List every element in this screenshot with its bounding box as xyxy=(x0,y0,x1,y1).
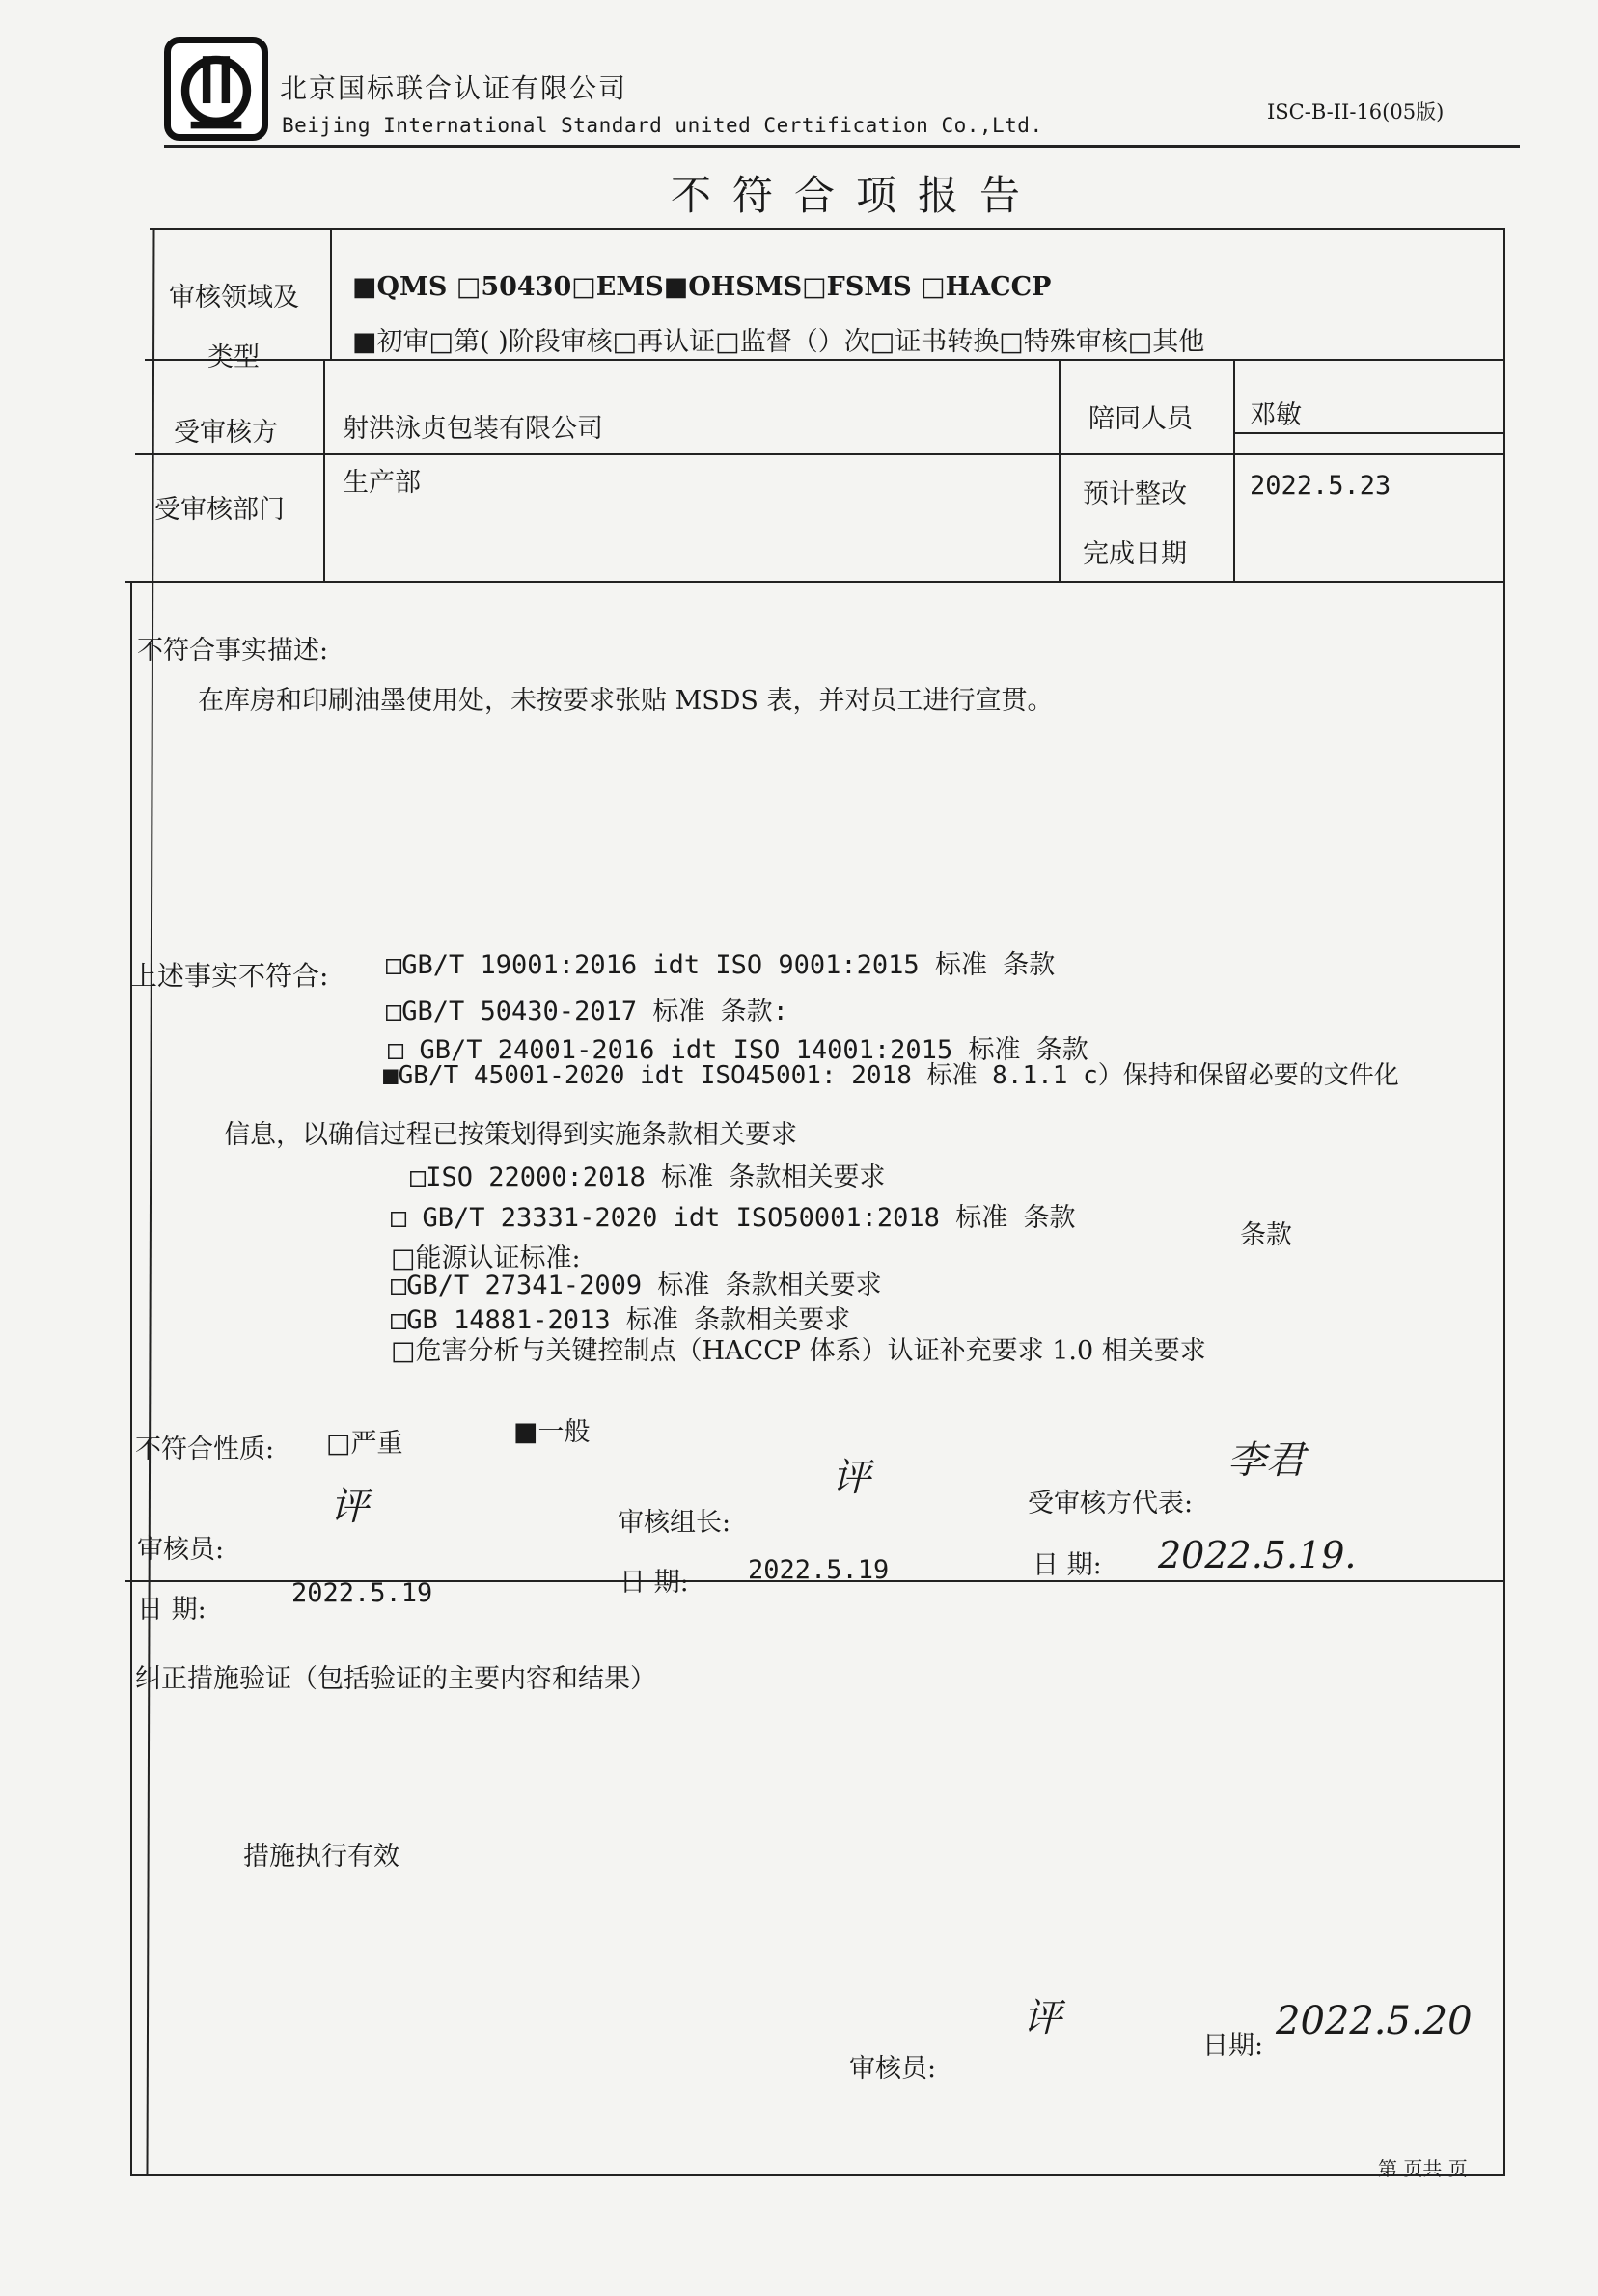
auditor-date-label: 日 期: xyxy=(137,1595,207,1625)
nonconformity-text: 在库房和印刷油墨使用处，未按要求张贴 MSDS 表，并对员工进行宣贯。 xyxy=(198,686,1054,716)
department-value: 生产部 xyxy=(343,468,421,498)
auditor-date: 2022.5.19 xyxy=(291,1578,433,1608)
audit-scope-label-2: 类型 xyxy=(207,342,260,372)
audit-type: ■初审□第( )阶段审核□再认证□监督（）次□证书转换□特殊审核□其他 xyxy=(352,327,1205,357)
leader-date: 2022.5.19 xyxy=(748,1555,890,1585)
audit-scope-label-1: 审核领域及 xyxy=(169,283,299,313)
company-name-en: Beijing International Standard united Certification Co.,Ltd. xyxy=(282,114,1043,137)
standard-item-continued: 信息，以确信过程已按策划得到实施条款相关要求 xyxy=(224,1120,797,1150)
due-label-1: 预计整改 xyxy=(1083,479,1187,509)
page-footer: 第 页共 页 xyxy=(1378,2157,1468,2180)
document-title: 不符合项报告 xyxy=(671,172,1042,219)
auditor-label: 审核员: xyxy=(137,1535,225,1565)
verification-auditor-label: 审核员: xyxy=(849,2054,937,2084)
leader-signature: 评 xyxy=(832,1456,870,1500)
nonconformity-label: 不符合事实描述: xyxy=(137,636,329,666)
company-name-cn: 北京国标联合认证有限公司 xyxy=(280,72,628,104)
verification-date: 2022.5.20 xyxy=(1276,1999,1473,2043)
standard-item: □ISO 22000:2018 标准 条款相关要求 xyxy=(410,1162,886,1192)
standard-item: □GB/T 27341-2009 标准 条款相关要求 xyxy=(391,1271,882,1300)
form-code: ISC-B-II-16(05版) xyxy=(1267,100,1445,123)
companion-label: 陪同人员 xyxy=(1088,404,1193,434)
logo-mark-icon xyxy=(171,43,262,134)
rep-label: 受审核方代表: xyxy=(1028,1489,1194,1518)
auditee-value: 射洪泳贞包装有限公司 xyxy=(343,414,603,444)
standard-item: □GB/T 50430-2017 标准 条款: xyxy=(386,997,788,1026)
due-label-2: 完成日期 xyxy=(1083,539,1187,569)
standard-item: □ GB/T 23331-2020 idt ISO50001:2018 标准 条款 xyxy=(391,1203,1076,1233)
auditor-signature: 评 xyxy=(330,1485,369,1529)
standard-item: □GB/T 19001:2016 idt ISO 9001:2015 标准 条款 xyxy=(386,950,1056,980)
leader-label: 审核组长: xyxy=(618,1508,731,1538)
standard-item: □能源认证标准: xyxy=(391,1244,581,1273)
nature-label: 不符合性质: xyxy=(135,1435,275,1464)
rep-date-label: 日 期: xyxy=(1033,1550,1102,1580)
rep-signature: 李君 xyxy=(1227,1438,1305,1483)
auditee-label: 受审核方 xyxy=(174,418,278,448)
floating-clause: 条款 xyxy=(1240,1220,1292,1250)
standard-item-selected: ■GB/T 45001-2020 idt ISO45001: 2018 标准 8.1.1 c）保持和保留必要的文件化 xyxy=(383,1061,1399,1090)
header-rule xyxy=(164,145,1520,148)
standards-label: 上述事实不符合: xyxy=(130,960,329,992)
nature-general: ■一般 xyxy=(513,1417,591,1447)
standard-item: □GB 14881-2013 标准 条款相关要求 xyxy=(391,1305,851,1335)
due-date: 2022.5.23 xyxy=(1250,471,1391,501)
verification-label: 纠正措施验证（包括验证的主要内容和结果） xyxy=(135,1664,656,1694)
department-label: 受审核部门 xyxy=(154,495,285,525)
standard-item: □ GB/T 24001-2016 idt ISO 14001:2015 标准 条款 xyxy=(388,1035,1088,1065)
rep-date: 2022.5.19. xyxy=(1158,1534,1357,1576)
nature-serious: □严重 xyxy=(326,1429,403,1459)
leader-date-label: 日 期: xyxy=(620,1568,689,1598)
verification-auditor-signature: 评 xyxy=(1023,1996,1061,2040)
audit-systems: ■QMS □50430□EMS■OHSMS□FSMS □HACCP xyxy=(352,272,1052,302)
standard-item: □危害分析与关键控制点（HACCP 体系）认证补充要求 1.0 相关要求 xyxy=(391,1336,1206,1366)
companion-value: 邓敏 xyxy=(1250,400,1302,430)
verification-result: 措施执行有效 xyxy=(243,1842,400,1872)
verification-date-label: 日期: xyxy=(1202,2031,1264,2061)
company-logo xyxy=(164,37,268,141)
